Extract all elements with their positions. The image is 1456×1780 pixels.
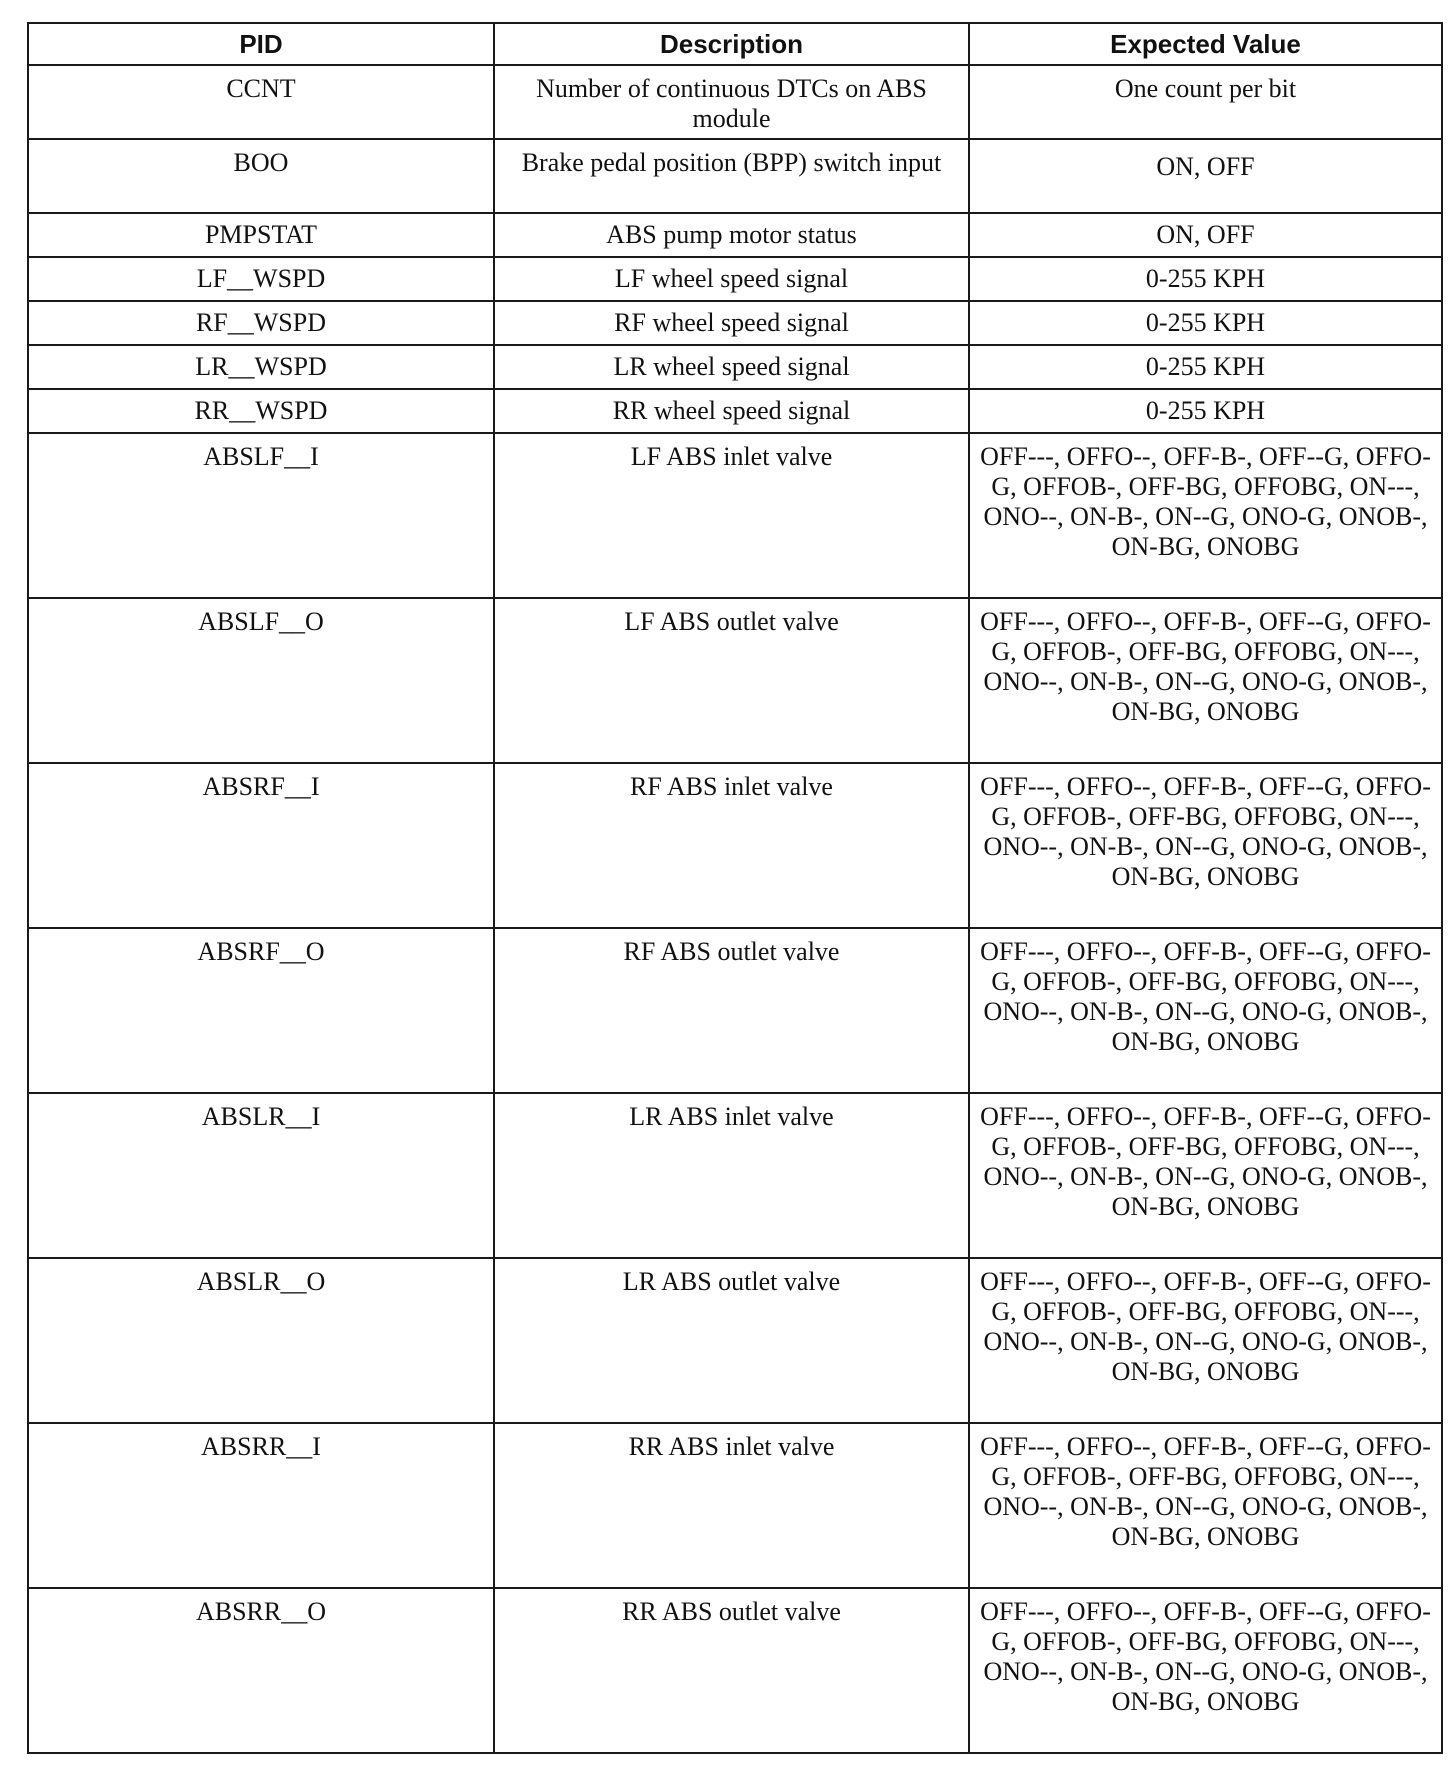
expected-value-cell: OFF---, OFFO--, OFF-B-, OFF--G, OFFO-G, OFFOB-, OFF-BG, OFFOBG, ON---, ONO--, ON-B-, ON--G, ONO-G, ONOB-, ON-BG, ONOBG xyxy=(969,598,1442,763)
description-cell: LR wheel speed signal xyxy=(494,345,969,389)
table-row xyxy=(28,65,1442,139)
expected-value-cell: One count per bit xyxy=(969,65,1442,139)
table-row xyxy=(28,1093,1442,1258)
expected-value-cell: OFF---, OFFO--, OFF-B-, OFF--G, OFFO-G, OFFOB-, OFF-BG, OFFOBG, ON---, ONO--, ON-B-, ON--G, ONO-G, ONOB-, ON-BG, ONOBG xyxy=(969,1588,1442,1753)
table-row xyxy=(28,301,1442,345)
expected-value-cell: OFF---, OFFO--, OFF-B-, OFF--G, OFFO-G, OFFOB-, OFF-BG, OFFOBG, ON---, ONO--, ON-B-, ON--G, ONO-G, ONOB-, ON-BG, ONOBG xyxy=(969,1093,1442,1258)
description-cell: LF wheel speed signal xyxy=(494,257,969,301)
table-row xyxy=(28,1258,1442,1423)
description-cell: ABS pump motor status xyxy=(494,213,969,257)
pid-cell: ABSLR__I xyxy=(28,1093,494,1258)
header-expected-value: Expected Value xyxy=(969,23,1442,65)
pid-cell: LR__WSPD xyxy=(28,345,494,389)
description-cell: RR ABS inlet valve xyxy=(494,1423,969,1588)
description-cell: LR ABS outlet valve xyxy=(494,1258,969,1423)
description-cell: RF wheel speed signal xyxy=(494,301,969,345)
table-row xyxy=(28,1588,1442,1753)
table-row xyxy=(28,139,1442,213)
table-row xyxy=(28,345,1442,389)
pid-cell: RF__WSPD xyxy=(28,301,494,345)
description-cell: RF ABS inlet valve xyxy=(494,763,969,928)
expected-value-cell: OFF---, OFFO--, OFF-B-, OFF--G, OFFO-G, OFFOB-, OFF-BG, OFFOBG, ON---, ONO--, ON-B-, ON--G, ONO-G, ONOB-, ON-BG, ONOBG xyxy=(969,1258,1442,1423)
pid-cell: ABSRR__I xyxy=(28,1423,494,1588)
pid-cell: ABSRF__I xyxy=(28,763,494,928)
pid-cell: RR__WSPD xyxy=(28,389,494,433)
description-cell: Number of continuous DTCs on ABS module xyxy=(494,65,969,139)
expected-value-cell: ON, OFF xyxy=(969,213,1442,257)
pid-cell: ABSLF__I xyxy=(28,433,494,598)
description-cell: RR wheel speed signal xyxy=(494,389,969,433)
expected-value-cell: OFF---, OFFO--, OFF-B-, OFF--G, OFFO-G, OFFOB-, OFF-BG, OFFOBG, ON---, ONO--, ON-B-, ON--G, ONO-G, ONOB-, ON-BG, ONOBG xyxy=(969,928,1442,1093)
table-row xyxy=(28,433,1442,598)
table-header-row xyxy=(28,23,1442,65)
header-pid: PID xyxy=(28,23,494,65)
description-cell: RR ABS outlet valve xyxy=(494,1588,969,1753)
pid-cell: BOO xyxy=(28,139,494,213)
expected-value-cell: 0-255 KPH xyxy=(969,345,1442,389)
pid-cell: ABSRR__O xyxy=(28,1588,494,1753)
header-description: Description xyxy=(494,23,969,65)
pid-cell: CCNT xyxy=(28,65,494,139)
pid-table xyxy=(27,22,1443,1754)
expected-value-cell: OFF---, OFFO--, OFF-B-, OFF--G, OFFO-G, OFFOB-, OFF-BG, OFFOBG, ON---, ONO--, ON-B-, ON--G, ONO-G, ONOB-, ON-BG, ONOBG xyxy=(969,1423,1442,1588)
pid-cell: LF__WSPD xyxy=(28,257,494,301)
expected-value-cell: 0-255 KPH xyxy=(969,301,1442,345)
pid-cell: PMPSTAT xyxy=(28,213,494,257)
table-row xyxy=(28,213,1442,257)
description-cell: Brake pedal position (BPP) switch input xyxy=(494,139,969,213)
table-row xyxy=(28,389,1442,433)
expected-value-cell: 0-255 KPH xyxy=(969,257,1442,301)
pid-cell: ABSLR__O xyxy=(28,1258,494,1423)
description-cell: LF ABS inlet valve xyxy=(494,433,969,598)
table-row xyxy=(28,598,1442,763)
description-cell: LF ABS outlet valve xyxy=(494,598,969,763)
expected-value-cell: OFF---, OFFO--, OFF-B-, OFF--G, OFFO-G, OFFOB-, OFF-BG, OFFOBG, ON---, ONO--, ON-B-, ON--G, ONO-G, ONOB-, ON-BG, ONOBG xyxy=(969,763,1442,928)
expected-value-cell: 0-255 KPH xyxy=(969,389,1442,433)
table-row xyxy=(28,1423,1442,1588)
table-row xyxy=(28,763,1442,928)
pid-cell: ABSLF__O xyxy=(28,598,494,763)
table-row xyxy=(28,928,1442,1093)
table-row xyxy=(28,257,1442,301)
expected-value-cell: ON, OFF xyxy=(969,139,1442,213)
pid-cell: ABSRF__O xyxy=(28,928,494,1093)
expected-value-cell: OFF---, OFFO--, OFF-B-, OFF--G, OFFO-G, OFFOB-, OFF-BG, OFFOBG, ON---, ONO--, ON-B-, ON--G, ONO-G, ONOB-, ON-BG, ONOBG xyxy=(969,433,1442,598)
description-cell: RF ABS outlet valve xyxy=(494,928,969,1093)
description-cell: LR ABS inlet valve xyxy=(494,1093,969,1258)
